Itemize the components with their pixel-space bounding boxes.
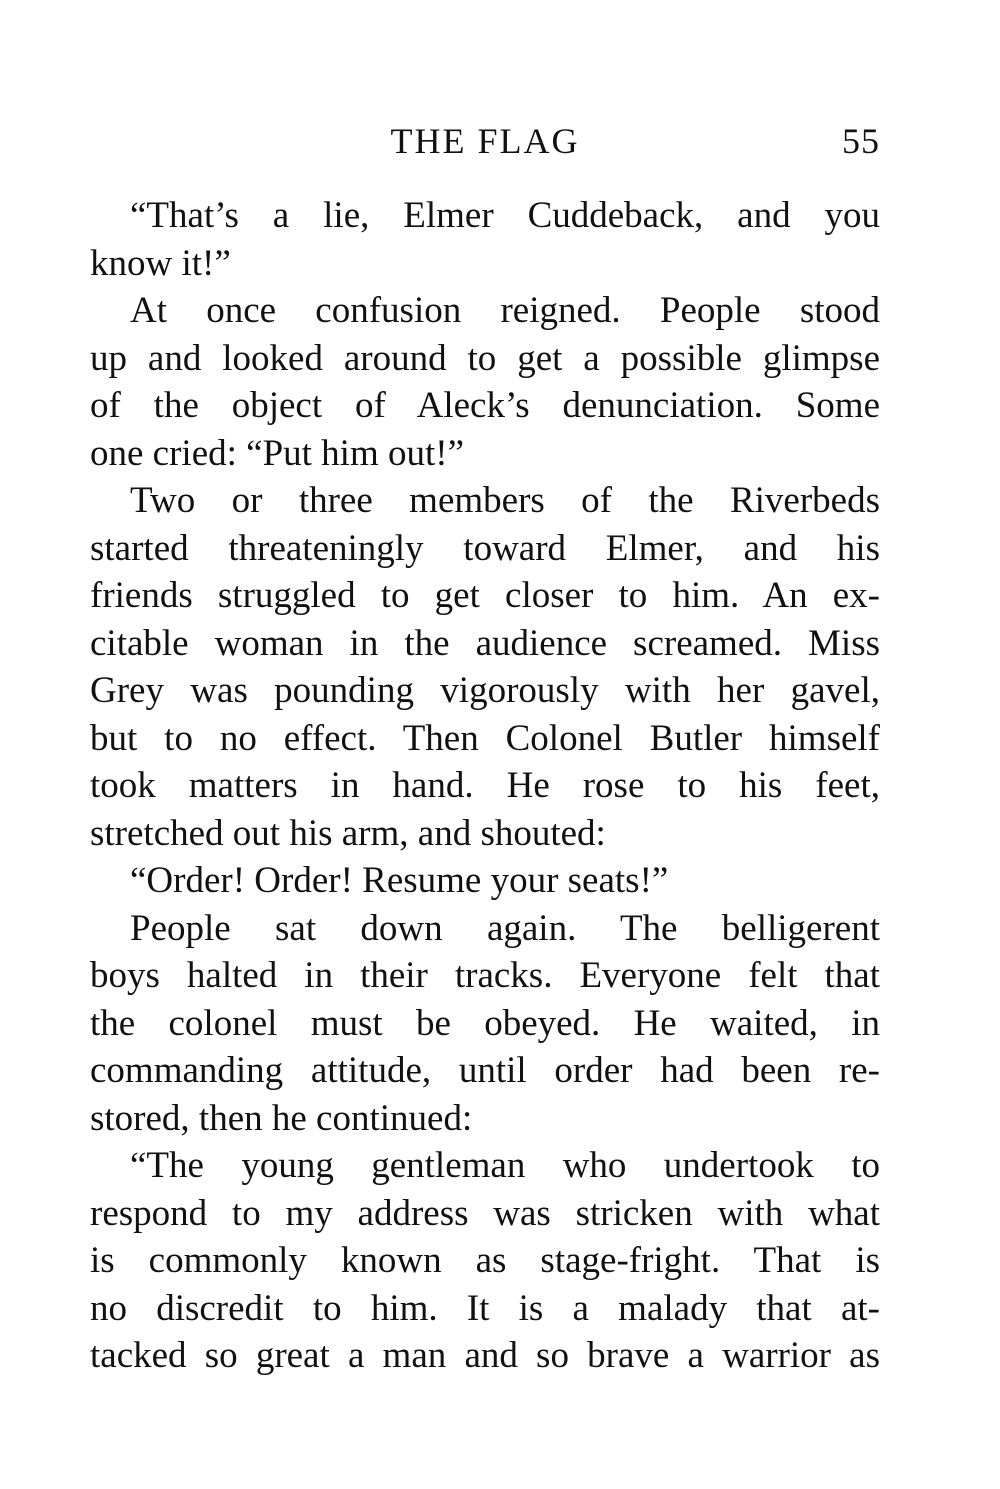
text-line: started threateningly toward Elmer, and his: [90, 527, 880, 569]
text-line: one cried: “Put him out!”: [90, 432, 465, 474]
text-line: Two or three members of the Riverbeds: [130, 480, 880, 521]
text-line: commanding attitude, until order had been re-: [90, 1050, 880, 1091]
text-line: of the object of Aleck’s denunciation. Some: [90, 385, 880, 426]
body-text: [90, 192, 880, 1380]
text-line: boys halted in their tracks. Everyone felt that: [90, 955, 880, 996]
running-head: [90, 120, 880, 170]
text-line: “The young gentleman who undertook to: [130, 1145, 880, 1186]
text-line: tacked so great a man and so brave a warrior as: [90, 1335, 880, 1376]
running-title: THE FLAG: [390, 121, 580, 161]
text-line: “That’s a lie, Elmer Cuddeback, and you: [130, 195, 880, 236]
text-line: up and looked around to get a possible glimpse: [90, 337, 880, 379]
text-line: took matters in hand. He rose to his feet,: [90, 765, 880, 806]
page-number: 55: [842, 121, 880, 161]
text-line: citable woman in the audience screamed. Miss: [90, 622, 880, 664]
text-line: the colonel must be obeyed. He waited, in: [90, 1002, 880, 1044]
text-line: At once confusion reigned. People stood: [130, 290, 880, 331]
text-line: Grey was pounding vigorously with her gavel,: [90, 670, 880, 711]
text-line: respond to my address was stricken with what: [90, 1192, 880, 1234]
text-line: stretched out his arm, and shouted:: [90, 812, 606, 854]
text-line: is commonly known as stage-fright. That is: [90, 1240, 880, 1281]
text-line: friends struggled to get closer to him. An ex-: [90, 575, 880, 616]
text-line: stored, then he continued:: [90, 1097, 473, 1139]
text-line: People sat down again. The belligerent: [130, 907, 880, 949]
text-line: no discredit to him. It is a malady that at-: [90, 1287, 880, 1329]
text-line: “Order! Order! Resume your seats!”: [130, 860, 669, 901]
text-line: but to no effect. Then Colonel Butler himself: [90, 717, 880, 759]
text-line: know it!”: [90, 242, 231, 284]
